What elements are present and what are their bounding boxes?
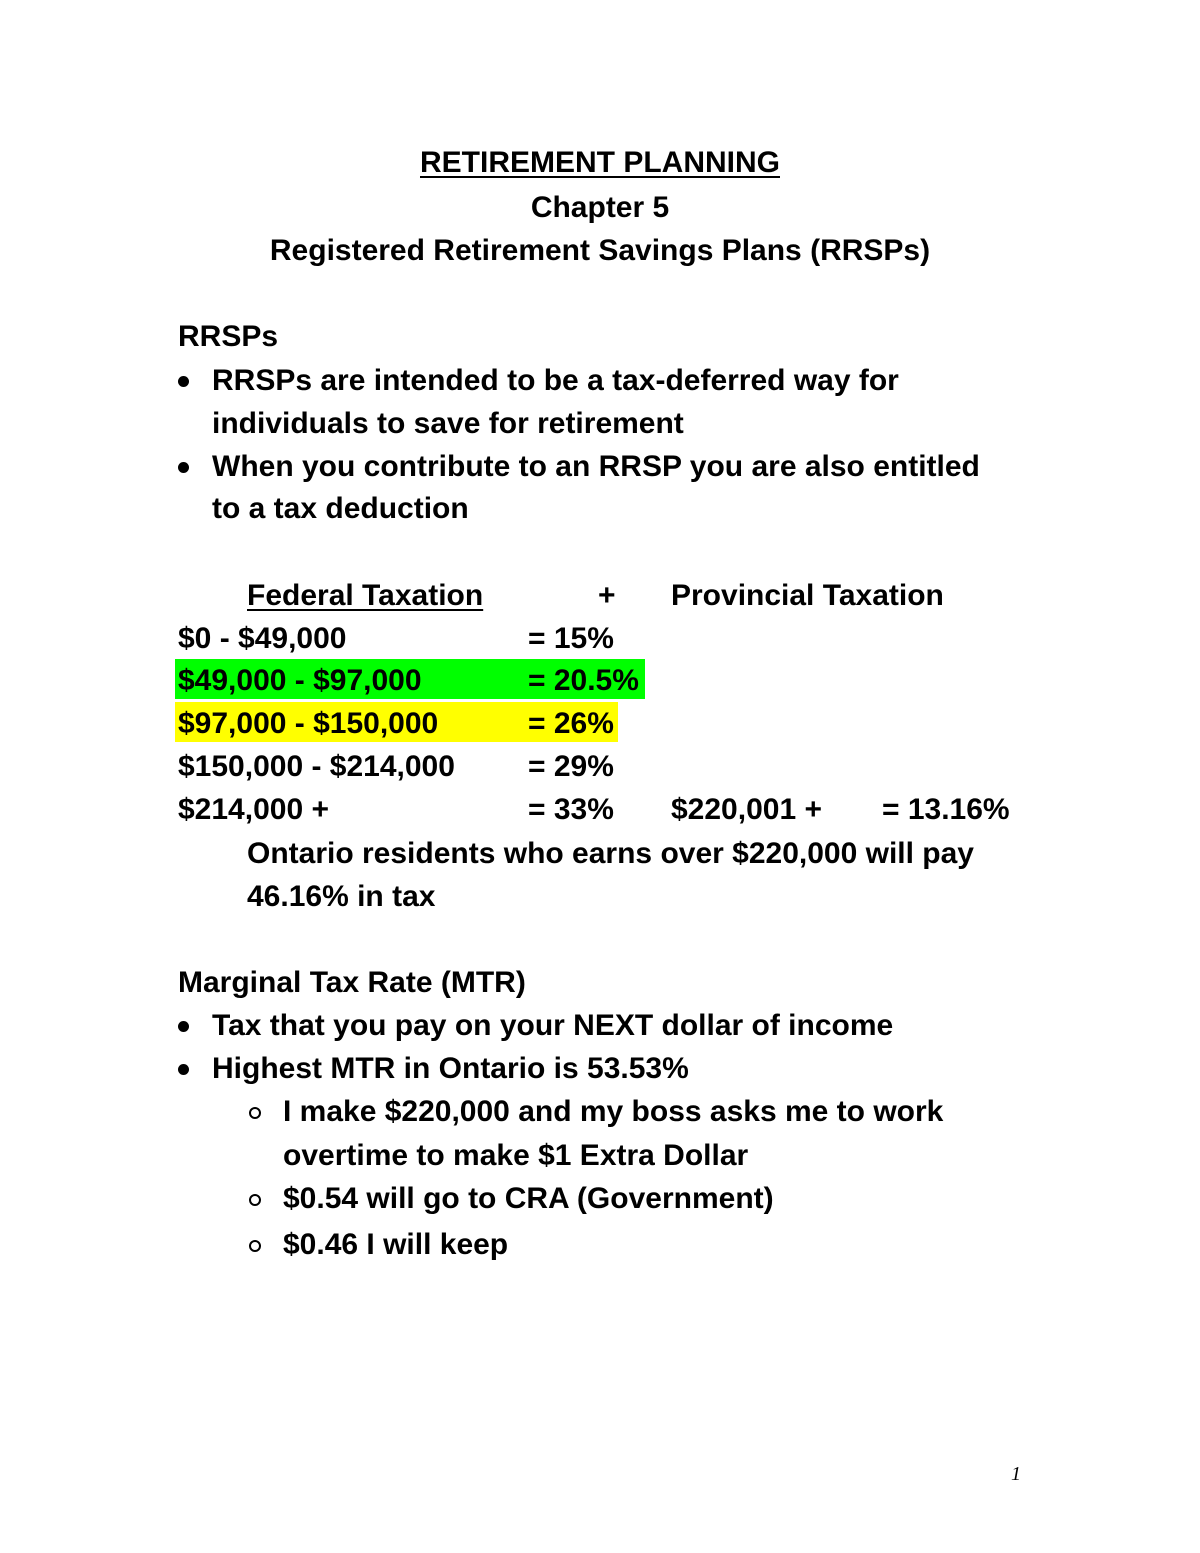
circle-bullet-icon <box>249 1107 261 1119</box>
document-subtitle: Registered Retirement Savings Plans (RRSPs) <box>269 234 931 267</box>
circle-bullet-icon <box>249 1240 261 1252</box>
bullet-dot-icon <box>178 376 189 387</box>
mtr-sub-bullet-text: I make $220,000 and my boss asks me to work <box>283 1095 944 1128</box>
mtr-sub-bullet-text: $0.46 I will keep <box>283 1228 509 1261</box>
rrsps-bullet-text: When you contribute to an RRSP you are also entitled <box>212 450 980 483</box>
ontario-note-continued: 46.16% in tax <box>247 880 436 913</box>
chapter-label: Chapter 5 <box>530 191 670 224</box>
provincial-taxation-header: Provincial Taxation <box>671 579 944 612</box>
bullet-dot-icon <box>178 1064 189 1075</box>
tax-bracket-rate: = 26% <box>528 707 614 740</box>
tax-bracket-rate: = 15% <box>528 622 614 655</box>
page-number: 1 <box>1011 1463 1021 1485</box>
mtr-heading: Marginal Tax Rate (MTR) <box>178 966 526 999</box>
provincial-bracket-range: $220,001 + <box>671 793 822 826</box>
tax-bracket-range: $97,000 - $150,000 <box>178 707 439 740</box>
rrsps-bullet-text-continued: to a tax deduction <box>212 492 469 525</box>
rrsps-bullet-text: RRSPs are intended to be a tax-deferred way for <box>212 364 899 397</box>
ontario-note: Ontario residents who earns over $220,000 will pay <box>247 837 974 870</box>
mtr-bullet-text: Tax that you pay on your NEXT dollar of income <box>212 1009 894 1042</box>
tax-bracket-rate: = 29% <box>528 750 614 783</box>
tax-bracket-range: $150,000 - $214,000 <box>178 750 455 783</box>
bullet-dot-icon <box>178 462 189 473</box>
tax-bracket-rate: = 33% <box>528 793 614 826</box>
mtr-sub-bullet-text: $0.54 will go to CRA (Government) <box>283 1182 774 1215</box>
mtr-sub-bullet-text-continued: overtime to make $1 Extra Dollar <box>283 1139 749 1172</box>
circle-bullet-icon <box>249 1194 261 1206</box>
federal-taxation-header: Federal Taxation <box>247 579 484 612</box>
tax-bracket-range: $214,000 + <box>178 793 329 826</box>
tax-bracket-rate: = 20.5% <box>528 664 639 697</box>
bullet-dot-icon <box>178 1021 189 1032</box>
document-title: RETIREMENT PLANNING <box>420 146 780 179</box>
plus-sign: + <box>598 579 616 612</box>
mtr-bullet-text: Highest MTR in Ontario is 53.53% <box>212 1052 689 1085</box>
rrsps-bullet-text-continued: individuals to save for retirement <box>212 407 684 440</box>
rrsps-heading: RRSPs <box>178 320 279 353</box>
tax-bracket-range: $49,000 - $97,000 <box>178 664 422 697</box>
provincial-bracket-rate: = 13.16% <box>882 793 1010 826</box>
tax-bracket-range: $0 - $49,000 <box>178 622 347 655</box>
